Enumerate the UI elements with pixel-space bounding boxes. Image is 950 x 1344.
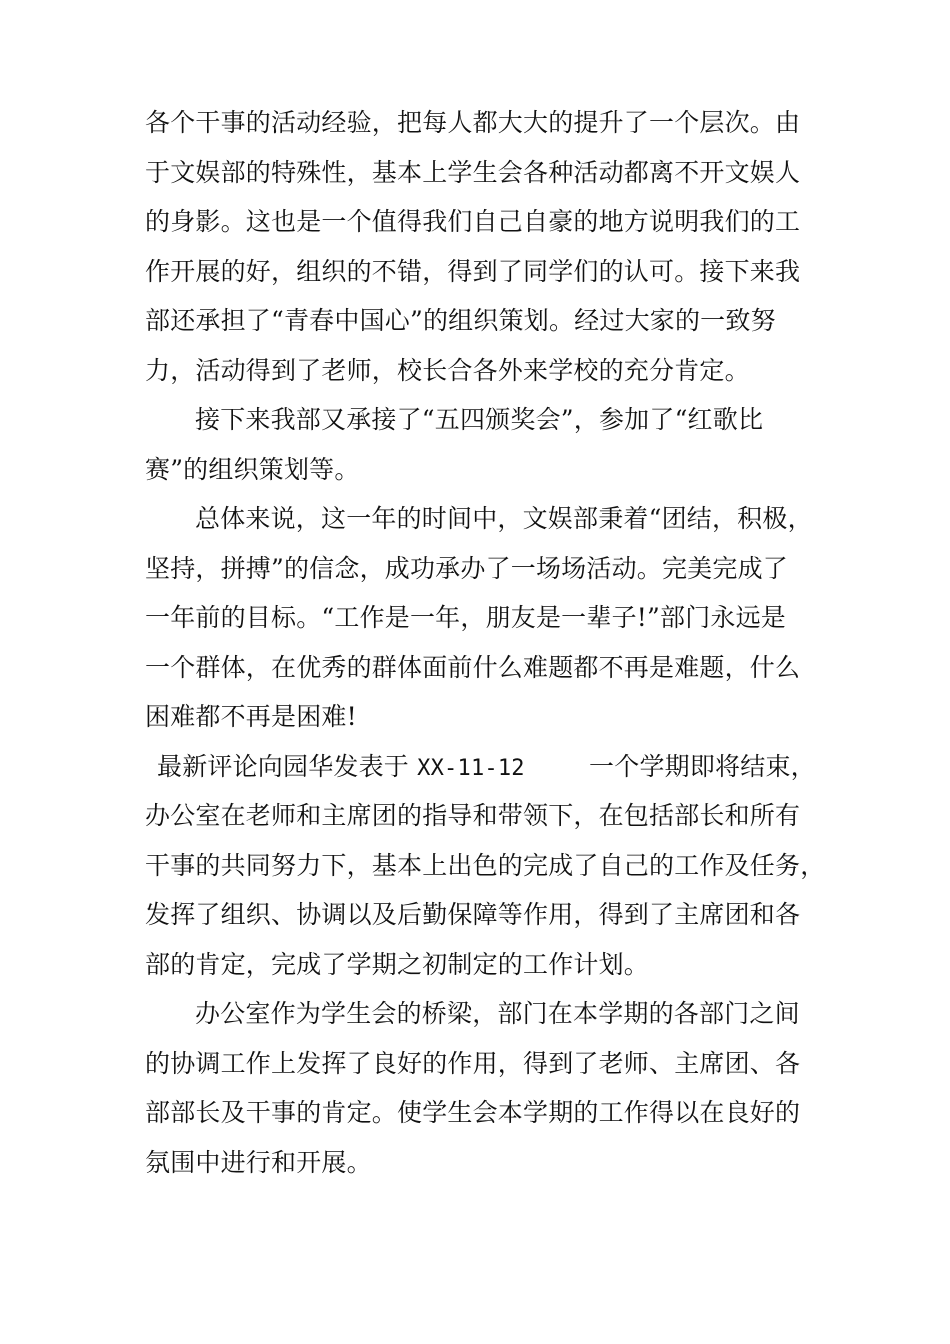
comment-prefix: 最新评论向园华发表于 [157,751,410,781]
text-line: 部的肯定，完成了学期之初制定的工作计划。 [145,949,650,979]
text-line: 办公室在老师和主席团的指导和带领下，在包括部长和所有 [145,801,801,830]
comment-meta-line [145,742,825,792]
comment-continuation: 一个学期即将结束， [589,751,816,781]
comment-date: XX-11-12 [417,755,525,781]
text-line: 于文娱部的特殊性，基本上学生会各种活动都离不开文娱人 [145,157,801,187]
text-line: 的协调工作上发挥了良好的作用，得到了老师、主席团、各 [145,1048,801,1078]
text-line: 干事的共同努力下，基本上出色的完成了自己的工作及任务， [145,850,826,880]
text-line: 的身影。这也是一个值得我们自己自豪的地方说明我们的工 [145,207,801,236]
text-line: 部还承担了“青春中国心”的组织策划。经过大家的一致努 [145,306,776,335]
document-page [145,98,825,1187]
paragraph-office-bridge [145,989,825,1187]
text-line: 氛围中进行和开展。 [145,1147,372,1177]
text-line: 各个干事的活动经验，把每人都大大的提升了一个层次。由 [145,108,801,137]
text-line: 接下来我部又承接了“五四颁奖会”，参加了“红歌比 [195,405,764,434]
text-line: 力，活动得到了老师，校长合各外来学校的充分肯定。 [145,355,750,385]
text-line: 作开展的好，组织的不错，得到了同学们的认可。接下来我 [145,256,801,286]
comment-entry [145,742,825,990]
text-line: 一个群体，在优秀的群体面前什么难题都不再是难题，什么 [145,652,801,682]
text-line: 总体来说，这一年的时间中，文娱部秉着“团结，积极， [195,504,813,533]
text-line: 办公室作为学生会的桥梁，部门在本学期的各部门之间 [195,999,800,1028]
text-line: 坚持，拼搏”的信念，成功承办了一场场活动。完美完成了 [145,553,788,583]
text-line: 发挥了组织、协调以及后勤保障等作用，得到了主席团和各 [145,900,801,929]
text-line: 部部长及干事的肯定。使学生会本学期的工作得以在良好的 [145,1098,801,1127]
paragraph-culture-department-summary [145,98,825,395]
text-line: 一年前的目标。“工作是一年，朋友是一辈子!”部门永远是 [145,603,787,632]
text-line: 困难都不再是困难! [145,702,357,731]
text-line: 赛”的组织策划等。 [145,454,360,484]
paragraph-overall-summary [145,494,825,742]
paragraph-award-event [145,395,825,494]
